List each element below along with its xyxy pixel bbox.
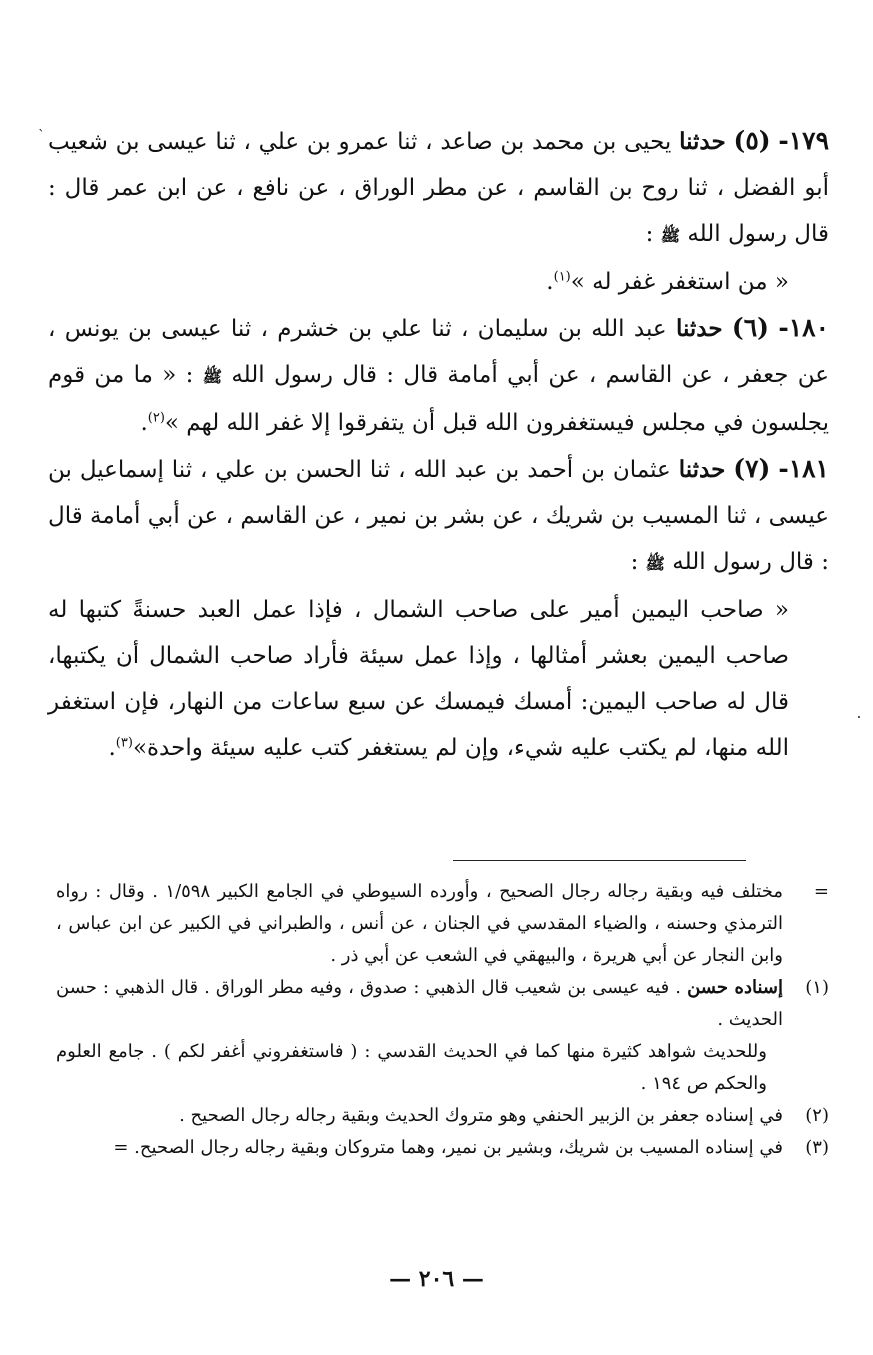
matn-text: « صاحب اليمين أمير على صاحب الشمال ، فإذا عمل العبد حسنةً كتبها له صاحب اليمين بعشر أمثالها ، وإذا عمل سيئة فأراد صاحب الشمال أن يكتبها، قال له صاحب اليمين: أمسك فيمسك عن سبع ساعات من النهار، فإن استغفر الله منها، لم يكتب عليه شيء، وإن لم يستغفر كتب عليه سيئة واحدة»	[48, 597, 789, 761]
sentence-end: .	[546, 269, 554, 295]
salla-glyph: ﷺ	[202, 367, 223, 386]
footnote-mark: =	[813, 881, 829, 902]
footnote-ref: (١)	[553, 269, 571, 285]
salla-glyph: ﷺ	[660, 226, 681, 245]
hadith-dash: -	[778, 454, 789, 483]
footnote-mark: (٣)	[805, 1137, 829, 1158]
footnotes	[56, 876, 829, 1164]
haddathana: حدثنا	[679, 128, 726, 155]
sentence-end: .	[108, 735, 116, 761]
hadith-181-matn	[48, 587, 829, 771]
footnote-ref: (٣)	[115, 735, 133, 751]
footnote-ref: (٢)	[147, 410, 165, 426]
footnote-separator	[453, 860, 746, 861]
isnad-text: عثمان بن أحمد بن عبد الله ، ثنا الحسن بن علي ، ثنا إسماعيل بن عيسى ، ثنا المسيب بن شريك ، عن بشر بن نمير ، عن القاسم ، عن أبي أمامة قال : قال رسول الله	[48, 457, 829, 575]
salla-glyph: ﷺ	[645, 554, 665, 573]
matn-text: « من استغفر غفر له »	[570, 269, 789, 295]
hadith-181	[48, 446, 829, 587]
main-text	[48, 118, 829, 771]
page-number: — ٢٠٦ —	[389, 1266, 484, 1292]
colon: :	[630, 549, 639, 575]
footnote-continuation	[56, 876, 829, 972]
footnote-text: في إسناده جعفر بن الزبير الحنفي وهو متروك الحديث وبقية رجاله رجال الصحيح .	[179, 1105, 783, 1126]
footnote-2	[56, 1100, 829, 1132]
sentence-end: .	[140, 410, 148, 436]
footnote-1	[56, 972, 829, 1100]
hadith-dash: -	[778, 126, 789, 155]
haddathana: حدثنا	[678, 456, 726, 483]
footnote-text: في إسناده المسيب بن شريك، وبشير بن نمير، وهما متروكان وبقية رجاله رجال الصحيح. =	[113, 1137, 783, 1158]
hadith-number: ١٧٩	[788, 126, 830, 155]
margin-dot	[858, 716, 860, 718]
footnote-text-2: وللحديث شواهد كثيرة منها كما في الحديث القدسي : ( فاستغفروني أغفر لكم ) . جامع العلوم والحكم ص ١٩٤ .	[56, 1041, 767, 1094]
footnote-text: . فيه عيسى بن شعيب قال الذهبي : صدوق ، وفيه مطر الوراق . قال الذهبي : حسن الحديث .	[56, 977, 783, 1030]
footnote-3	[56, 1132, 829, 1164]
footnote-grading: إسناده حسن	[687, 977, 783, 998]
hadith-sub-number: (٥)	[733, 126, 771, 155]
footnote-mark: (٢)	[805, 1105, 829, 1126]
haddathana: حدثنا	[675, 315, 723, 342]
matn-text: : « ما من قوم يجلسون في مجلس فيستغفرون الله قبل أن يتفرقوا إلا غفر الله لهم »	[48, 362, 829, 436]
hadith-179	[48, 118, 829, 259]
margin-mark: `	[38, 128, 45, 144]
isnad-text: عبد الله بن سليمان ، ثنا علي بن خشرم ، ثنا عيسى بن يونس ، عن جعفر ، عن القاسم ، عن أبي أمامة قال : قال رسول الله	[48, 316, 830, 388]
colon: :	[645, 221, 654, 247]
footnote-mark: (١)	[805, 977, 829, 998]
hadith-179-matn	[48, 259, 829, 305]
hadith-dash: -	[778, 313, 789, 342]
isnad-text: يحيى بن محمد بن صاعد ، ثنا عمرو بن علي ، ثنا عيسى بن شعيب أبو الفضل ، ثنا روح بن القاسم ، عن مطر الوراق ، عن نافع ، عن ابن عمر قال : قال رسول الله	[48, 129, 829, 247]
hadith-number: ١٨٠	[788, 313, 830, 342]
footnote-text: مختلف فيه وبقية رجاله رجال الصحيح ، وأورده السيوطي في الجامع الكبير ١/٥٩٨ . وقال : رواه الترمذي وحسنه ، والضياء المقدسي في الجنان ، عن أنس ، والطبراني في الكبير عن ابن عباس ، وابن النجار عن أبي هريرة ، والبيهقي في الشعب عن أبي ذر .	[56, 881, 783, 966]
hadith-180	[48, 305, 829, 446]
hadith-sub-number: (٦)	[731, 313, 770, 342]
hadith-number: ١٨١	[788, 454, 829, 483]
hadith-sub-number: (٧)	[733, 454, 771, 483]
